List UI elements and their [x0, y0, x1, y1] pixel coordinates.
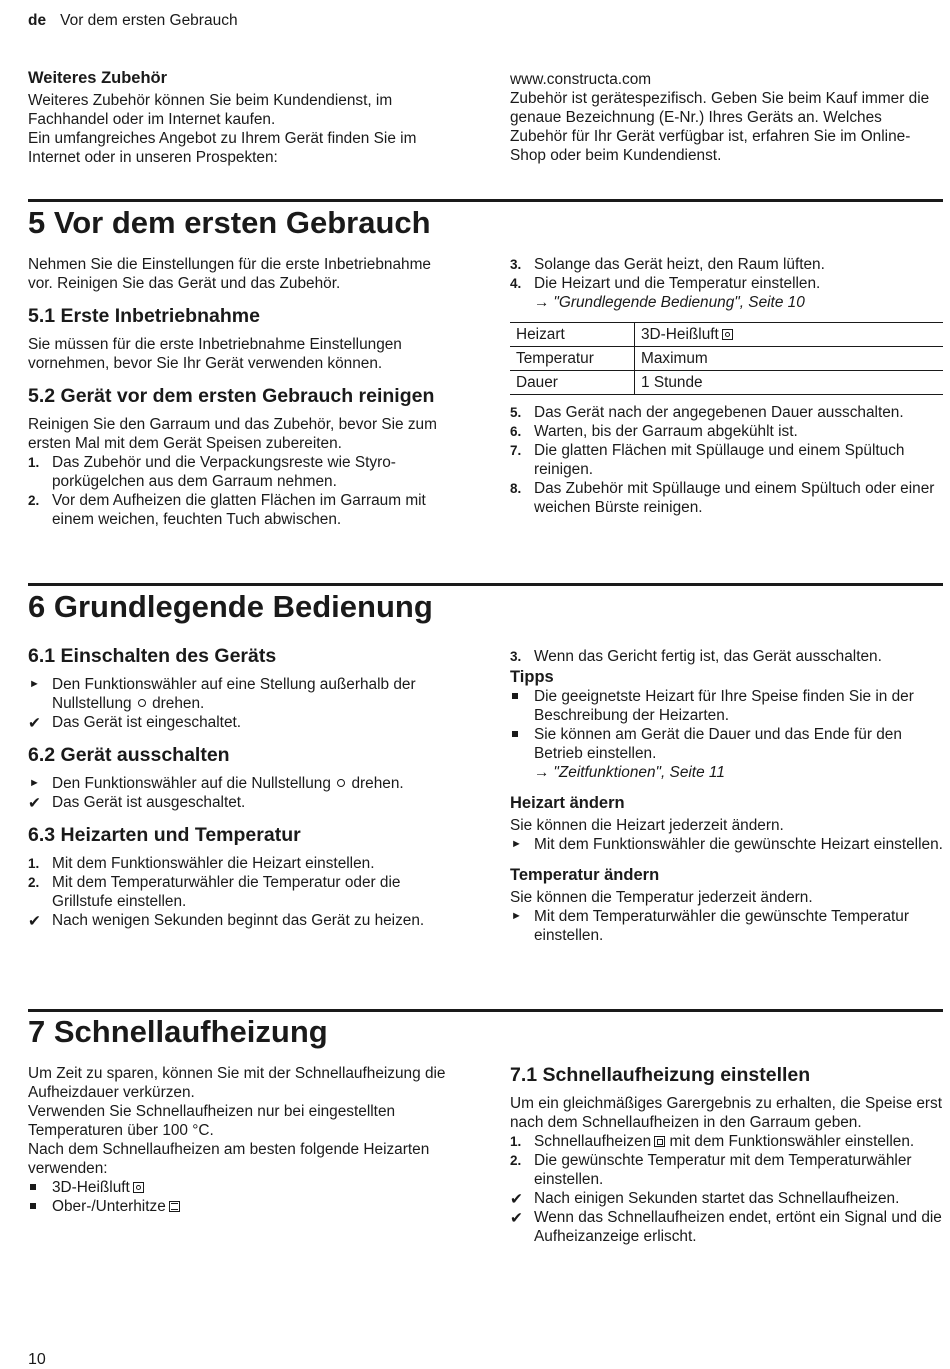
bullet-square-icon: [512, 693, 518, 699]
step-text-end: mit dem Funktionswähler einstellen.: [669, 1133, 915, 1150]
step-number: 4.: [510, 276, 522, 291]
zero-position-icon: [337, 779, 345, 787]
zubehoer-right: [510, 70, 940, 165]
action-text: Mit dem Funktionswähler die gewünschte Heizart einstellen.: [534, 836, 943, 853]
zubehoer-left: [28, 69, 460, 167]
arrow-right-icon: →: [534, 764, 550, 781]
cleaning-steps-left: [28, 453, 460, 529]
section-7-1-title: 7.1 Schnellaufheizung einstellen: [510, 1064, 811, 1086]
heizart-aendern-text: Sie können die Heizart jederzeit ändern.: [510, 817, 784, 834]
step-text: Das Gerät nach der angegebenen Dauer ausschalten.: [534, 404, 904, 421]
checkmark-icon: ✔: [510, 1191, 523, 1208]
list-item: [510, 479, 943, 517]
result-item: [28, 713, 460, 732]
tipp-text: Die geeignetste Heizart für Ihre Speise finden Sie in der Beschreibung der Heizarten.: [534, 688, 914, 724]
bullet-square-icon: [30, 1184, 36, 1190]
checkmark-icon: ✔: [28, 795, 41, 812]
step-number: 2.: [28, 493, 40, 508]
hot-air-fan-icon: [133, 1182, 144, 1193]
result-item: [28, 793, 460, 812]
section-5-left: [28, 255, 460, 529]
bullet-text: Ober-/Unterhitze: [52, 1198, 166, 1215]
step-number: 8.: [510, 481, 522, 496]
tipps-title: Tipps: [510, 668, 554, 686]
checkmark-icon: ✔: [28, 715, 41, 732]
section-5-1-title: 5.1 Erste Inbetriebnahme: [28, 305, 260, 327]
result-item: [510, 1189, 943, 1208]
cross-reference-text: "Grundlegende Bedienung", Seite 10: [553, 294, 805, 311]
step-text: Die gewünschte Temperatur mit dem Temperaturwähler einstellen.: [534, 1152, 912, 1188]
step-text: Das Zubehör mit Spüllauge und einem Spültuch oder einer weichen Bürste reinigen.: [534, 480, 935, 516]
step-text: Das Zubehör und die Verpackungsreste wie Styroporkügelchen aus dem Garraum nehmen.: [52, 454, 396, 490]
arrow-right-icon: →: [534, 294, 550, 311]
action-text-end: drehen.: [351, 775, 404, 792]
tipp-text: Sie können am Gerät die Dauer und das Ende für den Betrieb einstellen.: [534, 726, 902, 762]
result-text: Das Gerät ist eingeschaltet.: [52, 714, 242, 731]
zubehoer-para-3: Zubehör ist gerätespezifisch. Geben Sie beim Kauf immer die genaue Bezeichnung (E-Nr.) Ihres Geräts an. Welches Zubehör für Ihr Gerät verfügbar ist, erfahren Sie im Online-Shop oder beim Kundendienst.: [510, 90, 930, 164]
checkmark-icon: ✔: [510, 1210, 523, 1227]
bullet-text: 3D-Heißluft: [52, 1179, 130, 1196]
bullet-square-icon: [30, 1203, 36, 1209]
section-5-title: 5 Vor dem ersten Gebrauch: [28, 205, 431, 240]
section-5-rule: [28, 199, 943, 202]
action-text-end: drehen.: [152, 695, 205, 712]
action-text: Den Funktionswähler auf eine Stellung außerhalb der Nullstellung: [52, 676, 416, 712]
running-header: [28, 12, 238, 30]
section-6-1-title: 6.1 Einschalten des Geräts: [28, 645, 277, 667]
section-6-rule: [28, 583, 943, 586]
section-5-1-text: Sie müssen für die erste Inbetriebnahme Einstellungen vornehmen, bevor Sie Ihr Gerät verwenden können.: [28, 336, 402, 372]
section-7-left: [28, 1064, 460, 1216]
step-text: Solange das Gerät heizt, den Raum lüften.: [534, 256, 825, 273]
section-5-intro: Nehmen Sie die Einstellungen für die erste Inbetriebnahme vor. Reinigen Sie das Gerät und das Zubehör.: [28, 256, 431, 292]
page-number: 10: [28, 1351, 46, 1368]
result-text: Wenn das Schnellaufheizen endet, ertönt ein Signal und die Aufheizanzeige erlischt.: [534, 1209, 942, 1245]
heizarten-steps: [28, 854, 460, 911]
table-cell-value: [635, 323, 944, 347]
section-6-title: 6 Grundlegende Bedienung: [28, 589, 433, 624]
action-item: [510, 835, 943, 854]
section-7-para-1: Um Zeit zu sparen, können Sie mit der Schnellaufheizung die Aufheizdauer verkürzen.: [28, 1065, 446, 1101]
step-number: 3.: [510, 649, 522, 664]
step-text: Vor dem Aufheizen die glatten Flächen im Garraum mit einem weichen, feuchten Tuch abwischen.: [52, 492, 426, 528]
list-item: [510, 255, 943, 274]
step-text: Mit dem Funktionswähler die Heizart einstellen.: [52, 855, 375, 872]
top-bottom-heat-icon: [169, 1201, 180, 1212]
step-text: Mit dem Temperaturwähler die Temperatur oder die Grillstufe einstellen.: [52, 874, 401, 910]
header-title: Vor dem ersten Gebrauch: [60, 12, 238, 29]
language-code: de: [28, 12, 47, 29]
zero-position-icon: [138, 699, 146, 707]
list-item: [510, 422, 943, 441]
cross-reference-text: "Zeitfunktionen", Seite 11: [553, 764, 725, 781]
step-number: 1.: [510, 1134, 522, 1149]
bullet-square-icon: [512, 731, 518, 737]
section-5-2-text: Reinigen Sie den Garraum und das Zubehör, bevor Sie zum ersten Mal mit dem Gerät Speisen zubereiten.: [28, 416, 437, 452]
action-item: [510, 907, 943, 945]
list-item: [510, 647, 943, 666]
section-6-right: [510, 647, 943, 945]
checkmark-icon: ✔: [28, 913, 41, 930]
step-number: 5.: [510, 405, 522, 420]
step-text: Die Heizart und die Temperatur einstellen.: [534, 275, 821, 292]
action-text: Mit dem Temperaturwähler die gewünschte Temperatur einstellen.: [534, 908, 909, 944]
action-arrow-icon: ►: [29, 777, 40, 789]
step-number: 3.: [510, 257, 522, 272]
cleaning-steps-right-b: [510, 403, 943, 517]
list-item: [510, 441, 943, 479]
list-item: [510, 274, 943, 293]
zubehoer-heading: Weiteres Zubehör: [28, 69, 168, 87]
step-number: 2.: [28, 875, 40, 890]
list-item: [28, 1197, 460, 1216]
section-7-para-3: Nach dem Schnellaufheizen am besten folgende Heizarten verwenden:: [28, 1141, 430, 1177]
step-text: Schnellaufheizen: [534, 1133, 652, 1150]
section-7-rule: [28, 1009, 943, 1012]
step-number: 1.: [28, 856, 40, 871]
cross-reference[interactable]: [510, 763, 943, 782]
action-item: [28, 774, 460, 793]
list-item: [28, 491, 460, 529]
list-item: [510, 725, 943, 763]
step-number: 1.: [28, 455, 40, 470]
table-cell-value: Maximum: [635, 347, 944, 371]
list-item: [510, 687, 943, 725]
table-row: [510, 371, 943, 395]
heizart-value: 3D-Heißluft: [641, 326, 719, 343]
section-5-right: [510, 255, 943, 517]
temperatur-aendern-title: Temperatur ändern: [510, 866, 660, 884]
zubehoer-para-2: Ein umfangreiches Angebot zu Ihrem Gerät finden Sie im Internet oder in unseren Prospekten:: [28, 130, 417, 166]
table-cell-key: Dauer: [510, 371, 635, 395]
section-7-right: [510, 1066, 943, 1246]
heizarten-list: [28, 1178, 460, 1216]
cross-reference[interactable]: [510, 293, 943, 312]
constructa-link[interactable]: www.constructa.com: [510, 71, 652, 88]
rapid-heat-icon: [654, 1136, 665, 1147]
section-5-2-title: 5.2 Gerät vor dem ersten Gebrauch reinigen: [28, 385, 435, 407]
list-item: [28, 873, 460, 911]
schnellaufheizung-steps: [510, 1132, 943, 1189]
result-text: Das Gerät ist ausgeschaltet.: [52, 794, 246, 811]
step-text: Wenn das Gericht fertig ist, das Gerät ausschalten.: [534, 648, 882, 665]
list-item: [510, 1132, 943, 1151]
list-item: [28, 453, 460, 491]
list-item: [510, 403, 943, 422]
action-item: [28, 675, 460, 713]
section-7-1-text: Um ein gleichmäßiges Garergebnis zu erhalten, die Speise erst nach dem Schnellaufheizen in den Garraum geben.: [510, 1095, 943, 1131]
settings-table: [510, 322, 943, 395]
cleaning-steps-right-a: [510, 255, 943, 293]
list-item: [28, 1178, 460, 1197]
result-text: Nach wenigen Sekunden beginnt das Gerät zu heizen.: [52, 912, 425, 929]
table-cell-key: Heizart: [510, 323, 635, 347]
zubehoer-para-1: Weiteres Zubehör können Sie beim Kundendienst, im Fachhandel oder im Internet kaufen.: [28, 92, 393, 128]
result-text: Nach einigen Sekunden startet das Schnellaufheizen.: [534, 1190, 900, 1207]
action-arrow-icon: ►: [511, 910, 522, 922]
section-7-title: 7 Schnellaufheizung: [28, 1014, 328, 1049]
section-6-2-title: 6.2 Gerät ausschalten: [28, 744, 230, 766]
result-item: [28, 911, 460, 930]
heizart-aendern-title: Heizart ändern: [510, 794, 625, 812]
step-text: Warten, bis der Garraum abgekühlt ist.: [534, 423, 798, 440]
section-6-left: [28, 647, 460, 930]
step-text: Die glatten Flächen mit Spüllauge und einem Spültuch reinigen.: [534, 442, 905, 478]
step-number: 7.: [510, 443, 522, 458]
action-arrow-icon: ►: [29, 678, 40, 690]
list-item: [510, 1151, 943, 1189]
tipps-list: [510, 687, 943, 763]
temperatur-aendern-text: Sie können die Temperatur jederzeit ändern.: [510, 889, 813, 906]
action-text: Den Funktionswähler auf die Nullstellung: [52, 775, 331, 792]
step-number: 6.: [510, 424, 522, 439]
table-cell-value: 1 Stunde: [635, 371, 944, 395]
action-arrow-icon: ►: [511, 838, 522, 850]
hot-air-fan-icon: [722, 329, 733, 340]
list-item: [28, 854, 460, 873]
table-cell-key: Temperatur: [510, 347, 635, 371]
table-row: [510, 347, 943, 371]
table-row: [510, 323, 943, 347]
result-item: [510, 1208, 943, 1246]
step-number: 2.: [510, 1153, 522, 1168]
section-6-3-title: 6.3 Heizarten und Temperatur: [28, 824, 301, 846]
section-7-para-2: Verwenden Sie Schnellaufheizen nur bei eingestellten Temperaturen über 100 °C.: [28, 1103, 396, 1139]
